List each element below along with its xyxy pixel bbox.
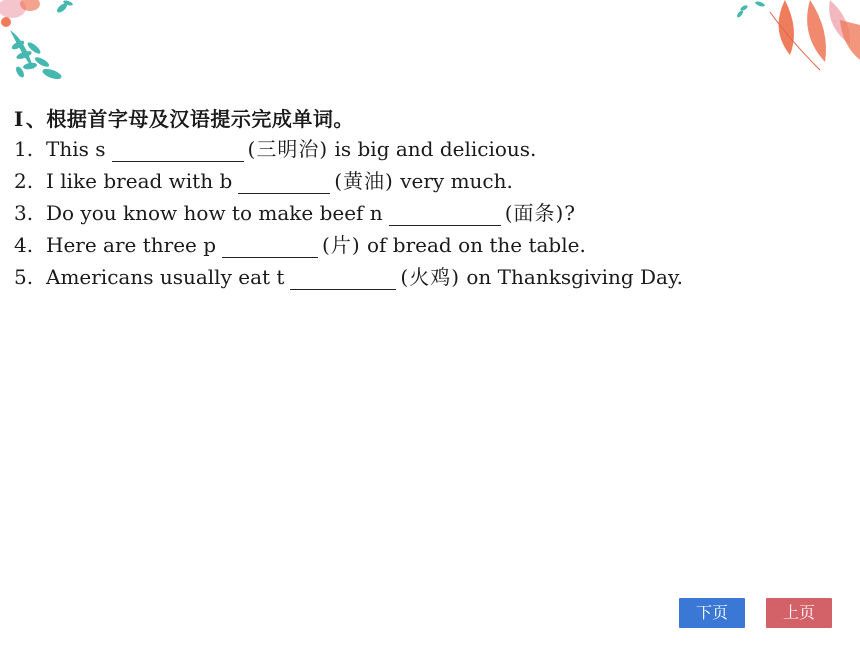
question-list bbox=[14, 133, 854, 293]
question-prefix: Here are three p bbox=[46, 233, 217, 257]
answer-blank bbox=[389, 201, 501, 226]
question-prefix: I like bread with b bbox=[46, 169, 233, 193]
answer-blank bbox=[112, 137, 244, 162]
leaf-decoration-right bbox=[730, 0, 860, 75]
question-prefix: Do you know how to make beef n bbox=[46, 201, 383, 225]
question-suffix: very much. bbox=[400, 169, 513, 193]
section-number: Ⅰ bbox=[14, 107, 24, 131]
question-prefix: This s bbox=[46, 137, 106, 161]
question-number: 4. bbox=[14, 233, 34, 257]
question-suffix: of bread on the table. bbox=[367, 233, 586, 257]
answer-blank bbox=[238, 169, 330, 194]
question-item bbox=[14, 165, 854, 197]
question-number: 1. bbox=[14, 137, 34, 161]
leaf-decoration-left bbox=[0, 0, 90, 95]
question-number: 2. bbox=[14, 169, 34, 193]
answer-blank bbox=[290, 265, 396, 290]
question-number: 5. bbox=[14, 265, 34, 289]
chinese-hint: (火鸡) bbox=[400, 265, 461, 289]
chinese-hint: (面条)? bbox=[504, 201, 577, 225]
question-suffix: is big and delicious. bbox=[334, 137, 537, 161]
next-page-button[interactable]: 下页 bbox=[679, 598, 745, 628]
answer-blank bbox=[222, 233, 318, 258]
question-prefix: Americans usually eat t bbox=[46, 265, 285, 289]
chinese-hint: (片) bbox=[322, 233, 361, 257]
previous-page-button[interactable]: 上页 bbox=[766, 598, 832, 628]
section-heading bbox=[14, 103, 354, 132]
question-number: 3. bbox=[14, 201, 34, 225]
chinese-hint: (三明治) bbox=[247, 137, 329, 161]
section-instruction: 、根据首字母及汉语提示完成单词。 bbox=[25, 107, 354, 131]
question-item bbox=[14, 133, 854, 165]
question-suffix: on Thanksgiving Day. bbox=[466, 265, 683, 289]
chinese-hint: (黄油) bbox=[334, 169, 394, 193]
question-item bbox=[14, 197, 854, 229]
question-item bbox=[14, 261, 854, 293]
question-item bbox=[14, 229, 854, 261]
